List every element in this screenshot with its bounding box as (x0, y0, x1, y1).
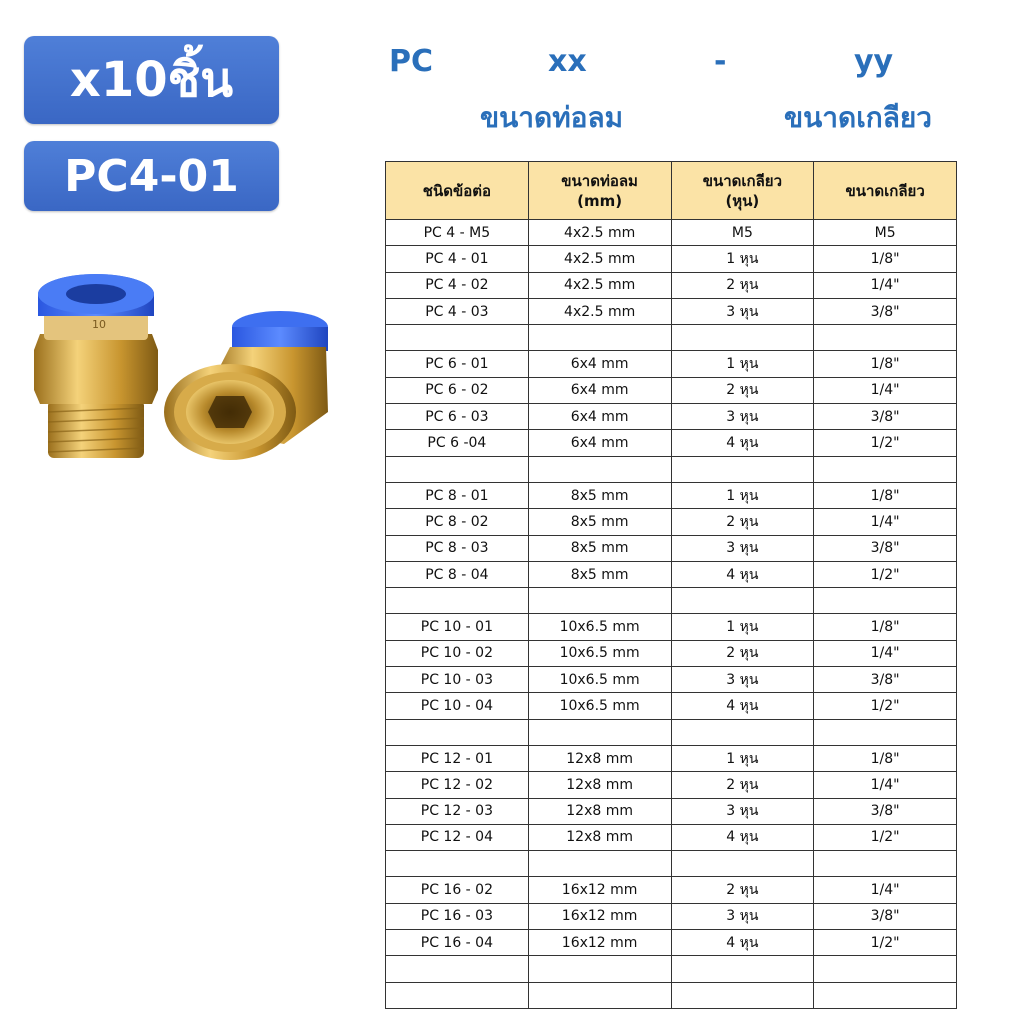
table-cell: 8x5 mm (528, 561, 671, 587)
table-row (386, 482, 957, 508)
table-cell: 1/8" (814, 745, 957, 771)
table-cell: 3/8" (814, 903, 957, 929)
table-cell (528, 851, 671, 877)
table-row (386, 903, 957, 929)
table-cell: 1/2" (814, 824, 957, 850)
table-cell: 16x12 mm (528, 930, 671, 956)
table-cell: 1/8" (814, 246, 957, 272)
table-cell: 3/8" (814, 535, 957, 561)
table-row (386, 535, 957, 561)
table-cell: PC 12 - 02 (386, 772, 529, 798)
table-cell (528, 982, 671, 1008)
table-cell: PC 16 - 02 (386, 877, 529, 903)
table-cell: PC 10 - 02 (386, 640, 529, 666)
table-cell: PC 6 - 03 (386, 404, 529, 430)
table-cell (671, 719, 814, 745)
table-cell: 6x4 mm (528, 377, 671, 403)
table-cell: 4x2.5 mm (528, 246, 671, 272)
table-cell: PC 10 - 04 (386, 693, 529, 719)
table-row (386, 430, 957, 456)
table-cell: 4 หุน (671, 561, 814, 587)
table-cell (386, 325, 529, 351)
table-cell (814, 588, 957, 614)
table-cell: 8x5 mm (528, 482, 671, 508)
table-cell: PC 8 - 04 (386, 561, 529, 587)
table-cell (814, 325, 957, 351)
table-row (386, 404, 957, 430)
table-row (386, 719, 957, 745)
table-row (386, 930, 957, 956)
table-cell: 1 หุน (671, 246, 814, 272)
table-cell: 2 หุน (671, 509, 814, 535)
table-cell: 10x6.5 mm (528, 614, 671, 640)
table-cell: 1/8" (814, 482, 957, 508)
table-cell: 1/2" (814, 693, 957, 719)
table-cell: 10x6.5 mm (528, 693, 671, 719)
table-row (386, 377, 957, 403)
table-row (386, 824, 957, 850)
table-body (386, 220, 957, 1009)
table-cell: 3 หุน (671, 298, 814, 324)
table-cell: 1 หุน (671, 745, 814, 771)
table-cell: 1/8" (814, 351, 957, 377)
table-cell (386, 851, 529, 877)
column-header-text: (mm) (577, 191, 623, 210)
pattern-dash: - (714, 44, 727, 79)
pattern-yy: yy (854, 44, 894, 79)
table-cell (814, 456, 957, 482)
table-row (386, 456, 957, 482)
table-row (386, 351, 957, 377)
table-cell: 3/8" (814, 298, 957, 324)
table-cell (528, 588, 671, 614)
table-cell: 1/8" (814, 614, 957, 640)
table-cell: 16x12 mm (528, 877, 671, 903)
table-cell: 12x8 mm (528, 772, 671, 798)
column-header-text: (หุน) (725, 191, 760, 210)
table-cell (671, 588, 814, 614)
table-cell: PC 8 - 03 (386, 535, 529, 561)
table-cell: 2 หุน (671, 877, 814, 903)
table-row (386, 614, 957, 640)
table-cell (671, 456, 814, 482)
table-cell: PC 4 - 03 (386, 298, 529, 324)
table-cell: PC 12 - 03 (386, 798, 529, 824)
table-row (386, 220, 957, 246)
table-cell: 2 หุน (671, 772, 814, 798)
table-cell: 1 หุน (671, 351, 814, 377)
table-row (386, 851, 957, 877)
table-cell: 4 หุน (671, 930, 814, 956)
table-cell: 1/4" (814, 877, 957, 903)
column-header-text: ขนาดท่อลม (561, 171, 638, 190)
table-cell: 8x5 mm (528, 535, 671, 561)
table-row (386, 298, 957, 324)
column-header (528, 162, 671, 220)
table-row (386, 772, 957, 798)
spec-table (385, 161, 957, 1009)
table-cell: 2 หุน (671, 640, 814, 666)
table-cell: 3 หุน (671, 798, 814, 824)
table-cell (386, 982, 529, 1008)
table-cell (814, 982, 957, 1008)
table-cell: PC 8 - 02 (386, 509, 529, 535)
fitting-right (164, 311, 328, 460)
table-cell: 1/2" (814, 430, 957, 456)
table-cell (671, 325, 814, 351)
table-cell: 6x4 mm (528, 351, 671, 377)
column-header (386, 162, 529, 220)
table-cell: PC 4 - M5 (386, 220, 529, 246)
table-cell: 1/2" (814, 561, 957, 587)
table-cell: 3/8" (814, 798, 957, 824)
table-header-row (386, 162, 957, 220)
table-cell (386, 456, 529, 482)
table-cell: 6x4 mm (528, 430, 671, 456)
table-cell (814, 719, 957, 745)
table-row (386, 272, 957, 298)
table-cell (528, 325, 671, 351)
ring-label: 10 (92, 318, 106, 331)
table-cell: 12x8 mm (528, 798, 671, 824)
table-cell: PC 6 - 02 (386, 377, 529, 403)
table-cell: 2 หุน (671, 272, 814, 298)
column-header-text: ขนาดเกลียว (845, 181, 925, 200)
table-cell (528, 719, 671, 745)
pattern-xx-label: ขนาดท่อลม (480, 101, 624, 134)
table-row (386, 877, 957, 903)
brass-push-fitting-icon (30, 272, 330, 472)
table-row (386, 640, 957, 666)
quantity-label: x10ชิ้น (69, 52, 234, 108)
table-cell: PC 16 - 03 (386, 903, 529, 929)
table-row (386, 246, 957, 272)
table-cell: PC 4 - 01 (386, 246, 529, 272)
table-cell: 1/4" (814, 377, 957, 403)
table-cell: 4 หุน (671, 430, 814, 456)
table-cell: 3/8" (814, 404, 957, 430)
table-cell: 10x6.5 mm (528, 640, 671, 666)
model-badge (24, 141, 279, 211)
table-cell: 4 หุน (671, 824, 814, 850)
table-cell: PC 16 - 04 (386, 930, 529, 956)
table-row (386, 561, 957, 587)
table-row (386, 509, 957, 535)
table-row (386, 745, 957, 771)
table-cell (386, 956, 529, 982)
table-cell: PC 4 - 02 (386, 272, 529, 298)
table-row (386, 667, 957, 693)
pattern-yy-label: ขนาดเกลียว (784, 101, 932, 134)
table-cell: 1 หุน (671, 482, 814, 508)
table-cell: PC 12 - 01 (386, 745, 529, 771)
pattern-xx: xx (548, 44, 587, 79)
table-row (386, 982, 957, 1008)
fitting-left (34, 274, 158, 458)
table-cell: 1/4" (814, 509, 957, 535)
table-cell: M5 (814, 220, 957, 246)
table-cell: 1 หุน (671, 614, 814, 640)
table-cell (814, 851, 957, 877)
table-cell: 3 หุน (671, 404, 814, 430)
table-cell: 2 หุน (671, 377, 814, 403)
model-label: PC4-01 (64, 150, 239, 202)
table-cell (814, 956, 957, 982)
table-cell: PC 6 - 01 (386, 351, 529, 377)
table-cell: 4x2.5 mm (528, 272, 671, 298)
table-cell (528, 456, 671, 482)
table-cell: PC 8 - 01 (386, 482, 529, 508)
column-header (671, 162, 814, 220)
table-cell: 16x12 mm (528, 903, 671, 929)
table-cell: PC 10 - 01 (386, 614, 529, 640)
table-row (386, 798, 957, 824)
table-cell: 1/2" (814, 930, 957, 956)
table-cell: 4x2.5 mm (528, 220, 671, 246)
table-cell: 3 หุน (671, 667, 814, 693)
quantity-badge (24, 36, 279, 124)
table-cell: 8x5 mm (528, 509, 671, 535)
table-cell: 6x4 mm (528, 404, 671, 430)
table-cell: 10x6.5 mm (528, 667, 671, 693)
table-cell: M5 (671, 220, 814, 246)
table-cell: 1/4" (814, 640, 957, 666)
table-cell: PC 10 - 03 (386, 667, 529, 693)
column-header-text: ขนาดเกลียว (702, 171, 783, 190)
table-cell: 3 หุน (671, 903, 814, 929)
pattern-prefix: PC (389, 44, 434, 79)
table-row (386, 588, 957, 614)
table-cell (386, 588, 529, 614)
table-cell: 1/4" (814, 772, 957, 798)
table-row (386, 693, 957, 719)
table-cell (671, 851, 814, 877)
table-cell: 12x8 mm (528, 745, 671, 771)
table-cell: 1/4" (814, 272, 957, 298)
table-cell: 3/8" (814, 667, 957, 693)
table-cell: PC 12 - 04 (386, 824, 529, 850)
column-header (814, 162, 957, 220)
table-row (386, 325, 957, 351)
table-cell: PC 6 -04 (386, 430, 529, 456)
table-row (386, 956, 957, 982)
table-cell (528, 956, 671, 982)
table-cell: 12x8 mm (528, 824, 671, 850)
table-cell: 4 หุน (671, 693, 814, 719)
table-cell: 4x2.5 mm (528, 298, 671, 324)
table-cell: 3 หุน (671, 535, 814, 561)
table-cell (386, 719, 529, 745)
table-cell (671, 982, 814, 1008)
table-cell (671, 956, 814, 982)
column-header-text: ชนิดข้อต่อ (422, 181, 491, 200)
